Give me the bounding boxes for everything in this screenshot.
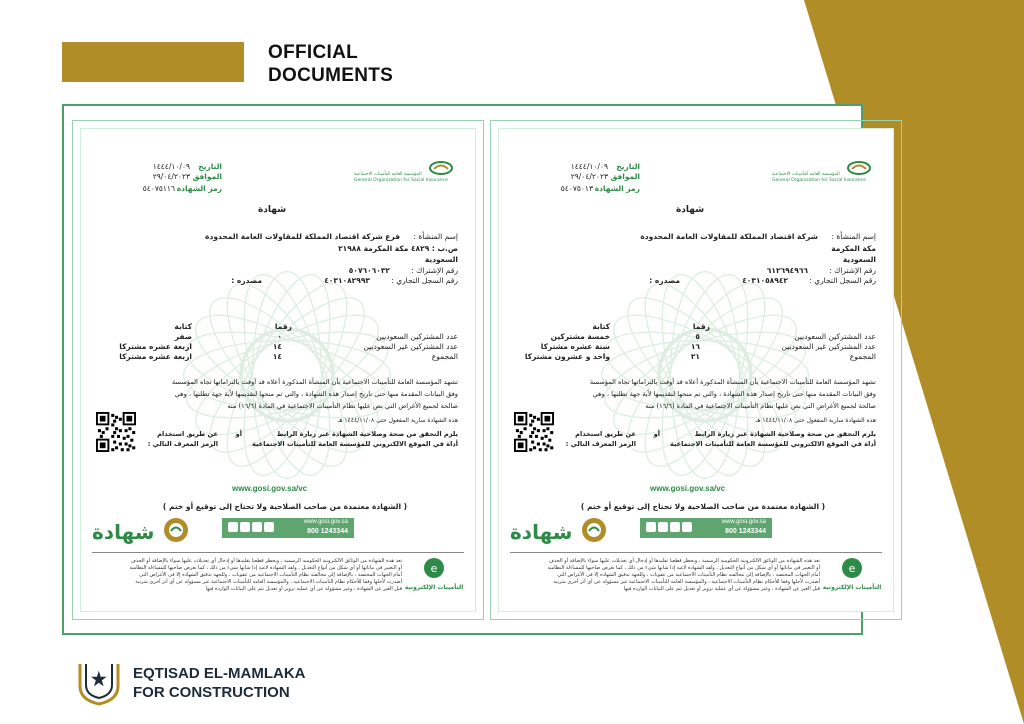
shahada-seal-icon	[162, 516, 190, 544]
gosi-logo: General Organization for Social Insurance المؤسسة العامة للتأمينات الاجتماعية	[354, 160, 454, 188]
e-insurance-icon	[404, 556, 464, 582]
verify-url[interactable]: www.gosi.gov.sa/vc	[650, 484, 726, 493]
verify-url[interactable]: www.gosi.gov.sa/vc	[232, 484, 308, 493]
certificate-1: General Organization for Social Insurance المؤسسة العامة للتأمينات الاجتماعية التاريخ ١٤٤٤/١٠/٠٩ الموافق ٢٩/٠٤/٢٠٢٣ رمز الشهادة ٥٤٠٧٥١١٦ شهادة إسم المنشأة : فرع شركة اقتصاد المملكة للمقاولات العامة المحدودة ص.ب : ٤٨٢٩ مكة المكرمة ٢١٩٨٨ السعودية رقم الإشتراك : ٥٠٧٦٠٦٠٣٢ رقم السجل التجاري : ٤٠٣١٠٨٢٩٩٣ مصدره : رقما كتابة عدد المشتركين السعوديين ٠ صفر عدد المشتركين غير السعوديين ١٤ اربعة عشره مشتركا المجموع ١٤ اربعة عشره مشتركا تشهد المؤسسة العامة للتأمينات الاجتماعية بأن المنشأة المذكورة أعلاه قد أوفت بالتزاماتها تجاه المؤسسة وفق البيانات المقدمة منها حتى تاريخ إصدار هذه الشهادة ، والتي تم منحها لتقديمها لأية جهة تطلبها ، وهي صالحة لجميع الأغراض التي نص عليها نظام التأمينات الاجتماعية في المادة (١٦/٦) منه هذه الشهادة سارية المفعول حتى ١٤٤٤/١١/٠٨ هـ يلزم التحقق من صحة وصلاحية الشهادة عبر زيارة الرابط أو عن طريق استخدام أداة في الموقع الالكتروني للمؤسسة العامة للتأمينات الاجتماعية الرمز المعرف التالي : www.gosi.gov.sa/vc ( الشهادة معتمدة من صاحب الصلاحية ولا تحتاج إلى توقيع أو ختم ) www.gosi.gov.sa 800 1243344 شهادة تعد هذه الشهادة من الوثائق الالكترونية الحكومية الرسمية ، ويحظر قطعيا تقليدها أو إدخال أي تعديلات عليها سواء بالإضافة أو الحذف أو التغيير في بياناتها أو أي شكل من أنواع التعديل ، ولقد الشهادة لاغية إذا شابها شيء من ذلك ، كما تعرض صاحبها للمساءلة النظامية أمام الجهات المختصة ، بالإضافة إلى مخالفته نظام التأمينات الاجتماعية من عقوبات ، وللجهة تدقيق الشهادة إلا في الأغراض التي أصدرت لأجلها وفقا للأحكام نظام التأمينات الاجتماعية ، والمؤسسة العامة للتأمينات الاجتماعية غير مسؤولة عن أي أثر أخرى مترتبة قبل الغير عن الشهادة ، وغير مسؤولة عن أي عملية تزوير أو تعديل تتم على البيانات الواردة فيها e التأمينات الإلكترونية	[72, 120, 484, 620]
gosi-seal-icon	[846, 160, 872, 176]
social-icons	[646, 522, 696, 534]
svg-text:e: e	[848, 562, 856, 575]
shahada-brand: شهادة	[92, 510, 192, 554]
gold-accent-bar	[62, 42, 244, 82]
e-insurance-icon	[822, 556, 882, 582]
gosi-seal-icon	[428, 160, 454, 176]
certificate-2: General Organization for Social Insurance المؤسسة العامة للتأمينات الاجتماعية التاريخ ١٤٤٤/١٠/٠٩ الموافق ٢٩/٠٤/٢٠٢٣ رمز الشهادة ٥٤٠٧٥٠١٣ شهادة إسم المنشأة : شركة اقتصاد المملكة للمقاولات العامة المحدودة مكة المكرمة السعودية رقم الإشتراك : ٦١٢٦٩٤٩٦٦ رقم السجل التجاري : ٤٠٣١٠٥٨٩٤٢ مصدره : رقما كتابة عدد المشتركين السعوديين ٥ خمسة مشتركين عدد المشتركين غير السعوديين ١٦ ستة عشره مشتركا المجموع ٢١ واحد و عشرون مشتركا تشهد المؤسسة العامة للتأمينات الاجتماعية بأن المنشأة المذكورة أعلاه قد أوفت بالتزاماتها تجاه المؤسسة وفق البيانات المقدمة منها حتى تاريخ إصدار هذه الشهادة ، والتي تم منحها لتقديمها لأية جهة تطلبها ، وهي صالحة لجميع الأغراض التي نص عليها نظام التأمينات الاجتماعية في المادة (١٦/٦) منه هذه الشهادة سارية المفعول حتى ١٤٤٤/١١/٠٨ هـ يلزم التحقق من صحة وصلاحية الشهادة عبر زيارة الرابط أو عن طريق استخدام أداة في الموقع الالكتروني للمؤسسة العامة للتأمينات الاجتماعية الرمز المعرف التالي : www.gosi.gov.sa/vc ( الشهادة معتمدة من صاحب الصلاحية ولا تحتاج إلى توقيع أو ختم ) www.gosi.gov.sa 800 1243344 شهادة تعد هذه الشهادة من الوثائق الالكترونية الحكومية الرسمية ، ويحظر قطعيا تقليدها أو إدخال أي تعديلات عليها سواء بالإضافة أو الحذف أو التغيير في بياناتها أو أي شكل من أنواع التعديل ، ولقد الشهادة لاغية إذا شابها شيء من ذلك ، كما تعرض صاحبها للمساءلة النظامية أمام الجهات المختصة ، بالإضافة إلى مخالفته نظام التأمينات الاجتماعية من عقوبات ، وللجهة تدقيق الشهادة إلا في الأغراض التي أصدرت لأجلها وفقا للأحكام نظام التأمينات الاجتماعية ، والمؤسسة العامة للتأمينات الاجتماعية غير مسؤولة عن أي أثر أخرى مترتبة قبل الغير عن الشهادة ، وغير مسؤولة عن أي عملية تزوير أو تعديل تتم على البيانات الواردة فيها e التأمينات الإلكترونية	[490, 120, 902, 620]
company-name: EQTISAD EL-MAMLAKA FOR CONSTRUCTION	[133, 665, 306, 701]
documents-frame	[62, 104, 882, 635]
watermark-seal	[172, 260, 402, 490]
e-insurance-logo: e التأمينات الإلكترونية	[822, 556, 882, 606]
e-insurance-logo: e التأمينات الإلكترونية	[404, 556, 464, 606]
social-icons	[228, 522, 278, 534]
watermark-seal	[590, 260, 820, 490]
shahada-seal-icon	[580, 516, 608, 544]
svg-text:e: e	[430, 562, 438, 575]
qr-code	[96, 412, 136, 452]
gosi-contact-bar: www.gosi.gov.sa 800 1243344	[640, 518, 772, 538]
qr-code	[514, 412, 554, 452]
shahada-brand: شهادة	[510, 510, 610, 554]
gosi-contact-bar: www.gosi.gov.sa 800 1243344	[222, 518, 354, 538]
gosi-logo: General Organization for Social Insurance المؤسسة العامة للتأمينات الاجتماعية	[772, 160, 872, 188]
page-title: OFFICIAL DOCUMENTS	[268, 42, 394, 86]
company-logo-icon	[76, 660, 122, 706]
